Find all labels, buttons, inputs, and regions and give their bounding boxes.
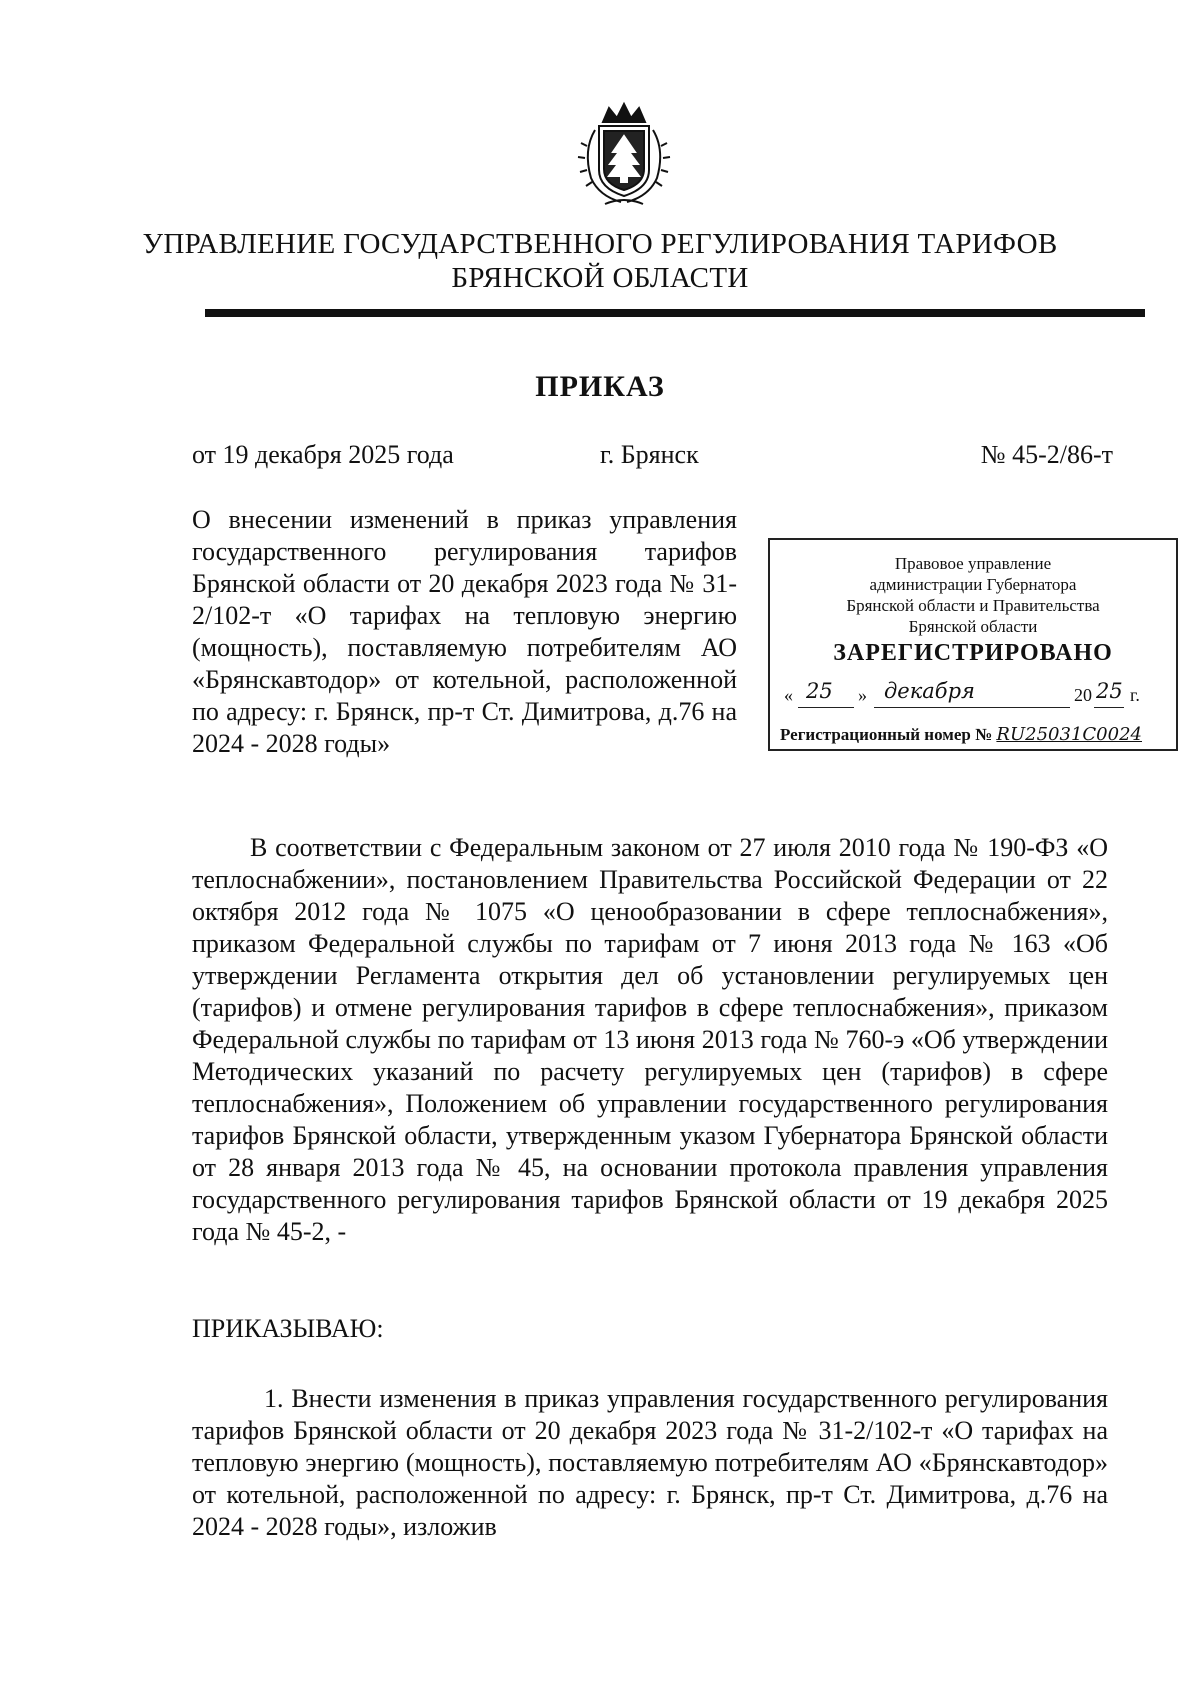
body-paragraph-1: В соответствии с Федеральным законом от 27 июля 2010 года № 190-ФЗ «О теплоснабжении», постановлением Правительства Российской Федерации от 22 октября 2012 года № 1075 «О ценообразовании в сфере теплоснабжения», приказом Федеральной службы по тарифам от 7 июня 2013 года № 163 «Об утверждении Регламента открытия дел об установлении регулируемых цен (тарифов) и отмене регулирования тарифов в сфере теплоснабжения», приказом Федеральной службы по тарифам от 13 июня 2013 года № 760-э «Об утверждении Методических указаний по расчету регулируемых цен (тарифов) в сфере теплоснабжения», Положением об управлении государственного регулирования тарифов Брянской области, утвержденным указом Губернатора Брянской области от 28 января 2013 года № 45, на основании протокола правления управления государственного регулирования тарифов Брянской области от 19 декабря 2025 года № 45-2, - [192, 833, 1108, 1246]
stamp-day-underline [798, 707, 854, 708]
stamp-year-suffix: 25 [1096, 679, 1123, 703]
stamp-line3: Брянской области и Правительства [846, 596, 1100, 615]
stamp-month: декабря [884, 679, 975, 703]
org-name-line1: УПРАВЛЕНИЕ ГОСУДАРСТВЕННОГО РЕГУЛИРОВАНИЯ ТАРИФОВ [142, 228, 1058, 260]
org-name-line2: БРЯНСКОЙ ОБЛАСТИ [451, 262, 749, 294]
subject-text-last: 2024 - 2028 годы» [192, 729, 391, 758]
stamp-open-quote: « [784, 685, 793, 705]
document-title: ПРИКАЗ [535, 370, 665, 403]
stamp-line1: Правовое управление [894, 554, 1052, 573]
body-paragraph-2: 1. Внести изменения в приказ управления государственного регулирования тарифов Брянской области от 20 декабря 2023 года № 31-2/102-т «О тарифах на тепловую энергию (мощность), поставляемую потребителям АО «Брянскавтодор» от котельной, расположенной по адресу: г. Брянск, пр-т Ст. Димитрова, д.76 на 2024 - 2028 годы», изложив [192, 1384, 1108, 1541]
document-number: № 45-2/86-т [980, 440, 1113, 469]
stamp-reg-line [780, 724, 1166, 745]
coat-of-arms-icon [565, 100, 683, 208]
stamp-reg-number: RU25031C0024 [996, 724, 1142, 745]
registration-stamp [768, 538, 1178, 751]
document-subject [192, 504, 737, 760]
document-city: г. Брянск [600, 440, 699, 469]
stamp-year-unit: г. [1130, 685, 1140, 705]
stamp-day: 25 [806, 679, 833, 703]
header-divider [205, 309, 1145, 317]
stamp-line4: Брянской области [908, 617, 1038, 636]
stamp-line2: администрации Губернатора [869, 575, 1077, 594]
order-word: ПРИКАЗЫВАЮ: [192, 1314, 384, 1343]
subject-text: О внесении изменений в приказ управления государственного регулирования тарифов Брянской области от 20 декабря 2023 года № 31-2/102-т «О тарифах на тепловую энергию (мощность), поставляемую потребителям АО «Брянскавтодор» от котельной, расположенной по адресу: г. Брянск, пр-т Ст. Димитрова, д.76 на [192, 505, 737, 726]
stamp-year-prefix: 20 [1074, 685, 1092, 705]
stamp-registered: ЗАРЕГИСТРИРОВАНО [833, 640, 1113, 666]
stamp-date-line [784, 679, 1166, 715]
stamp-reg-label: Регистрационный номер № [780, 725, 993, 744]
document-date: от 19 декабря 2025 года [192, 440, 454, 469]
stamp-close-quote: » [858, 685, 867, 705]
stamp-month-underline [874, 707, 1070, 708]
stamp-year-underline [1094, 707, 1124, 708]
